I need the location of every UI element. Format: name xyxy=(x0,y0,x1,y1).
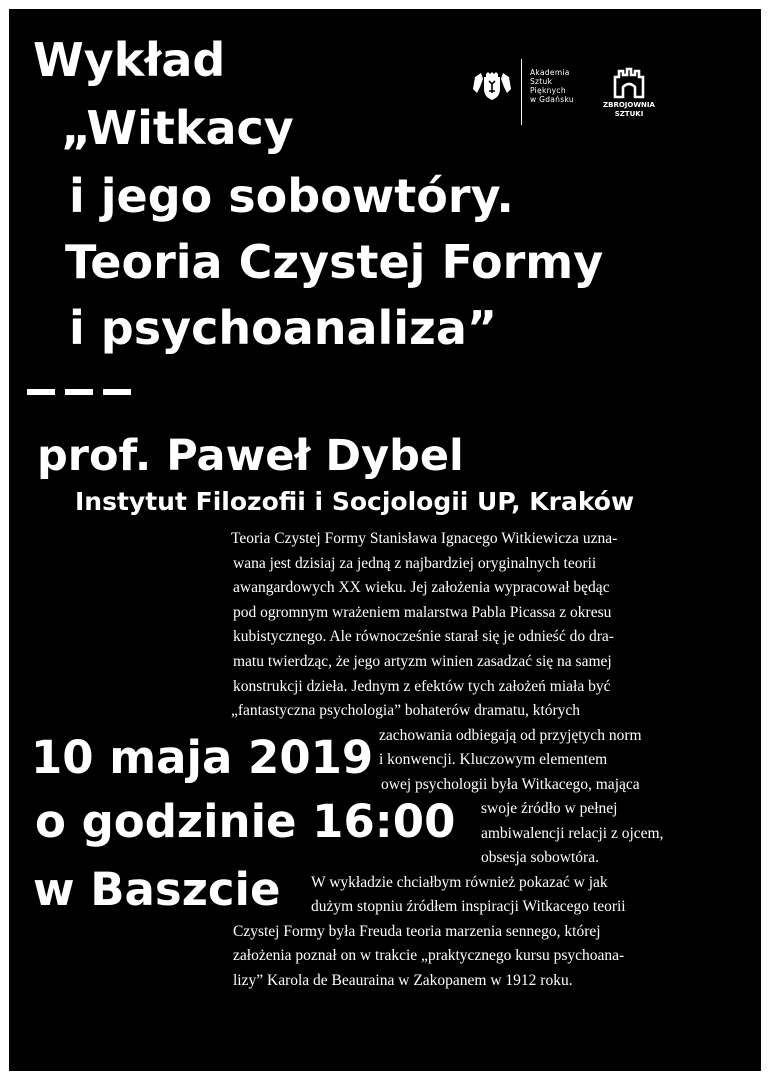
dash-divider xyxy=(27,389,131,395)
title-line-3: i jego sobowtóry. xyxy=(69,169,514,223)
asp-name-line: Akademia xyxy=(530,68,570,77)
title-line-2: „Witkacy xyxy=(61,101,294,155)
description-line: swoje źródło w pełnej xyxy=(481,800,618,817)
description-line: lizy” Karola de Beauraina w Zakopanem w 1912 roku. xyxy=(233,972,573,989)
asp-name-line: Pięknych xyxy=(530,86,566,95)
description-line: obsesja sobowtóra. xyxy=(481,849,599,866)
description-line: Czystej Formy była Freuda teoria marzenia sennego, której xyxy=(233,923,601,940)
poster xyxy=(9,9,761,1071)
description-line: i konwencji. Kluczowym elementem xyxy=(379,751,608,768)
description-line: konstrukcji dzieła. Jednym z efektów tych założeń miała być xyxy=(233,678,611,695)
event-place: w Baszcie xyxy=(33,863,281,916)
description-line: pod ogromnym wrażeniem malarstwa Pabla Picassa z okresu xyxy=(233,604,612,621)
description-line: dużym stopniu źródłem inspiracji Witkacego teorii xyxy=(311,898,626,915)
speaker-name: prof. Paweł Dybel xyxy=(37,431,464,481)
description-line: ambiwalencji relacji z ojcem, xyxy=(481,825,664,842)
asp-crest-icon xyxy=(471,71,513,101)
asp-name-line: w Gdańsku xyxy=(530,95,574,104)
description-line: wana jest dzisiaj za jedną z najbardziej oryginalnych teorii xyxy=(233,555,597,572)
description-line: Teoria Czystej Formy Stanisława Ignacego Witkiewicza uzna- xyxy=(231,530,618,547)
event-date: 10 maja 2019 xyxy=(31,731,374,784)
zbrojownia-tower-icon xyxy=(609,67,649,104)
description-line: matu twierdząc, że jego artyzm winien zasadzać się na samej xyxy=(233,653,612,670)
zbrojownia-name-line: ZBROJOWNIA xyxy=(603,101,655,109)
title-line-5: i psychoanaliza” xyxy=(69,301,498,355)
speaker-institution: Instytut Filozofii i Socjologii UP, Kraków xyxy=(75,487,635,516)
zbrojownia-name xyxy=(593,101,665,119)
zbrojownia-name-line: SZTUKI xyxy=(614,110,644,118)
description-line: kubistycznego. Ale równocześnie starał się je odnieść do dra- xyxy=(233,628,614,645)
asp-name-line: Sztuk xyxy=(530,77,553,86)
asp-name xyxy=(530,68,574,104)
event-time: o godzinie 16:00 xyxy=(35,795,456,848)
description-line: „fantastyczna psychologia” bohaterów dramatu, których xyxy=(231,702,581,719)
title-line-1: Wykład xyxy=(33,33,226,87)
logo-divider xyxy=(521,59,522,125)
title-line-4: Teoria Czystej Formy xyxy=(65,235,604,289)
description-line: owej psychologii była Witkacego, mająca xyxy=(381,776,640,793)
description-line: awangardowych XX wieku. Jej założenia wypracował będąc xyxy=(233,579,610,596)
description-line: zachowania odbiegają od przyjętych norm xyxy=(379,727,642,744)
description-line: założenia poznał on w trakcie „praktycznego kursu psychoana- xyxy=(233,947,625,964)
description-line: W wykładzie chciałbym również pokazać w jak xyxy=(311,874,608,891)
